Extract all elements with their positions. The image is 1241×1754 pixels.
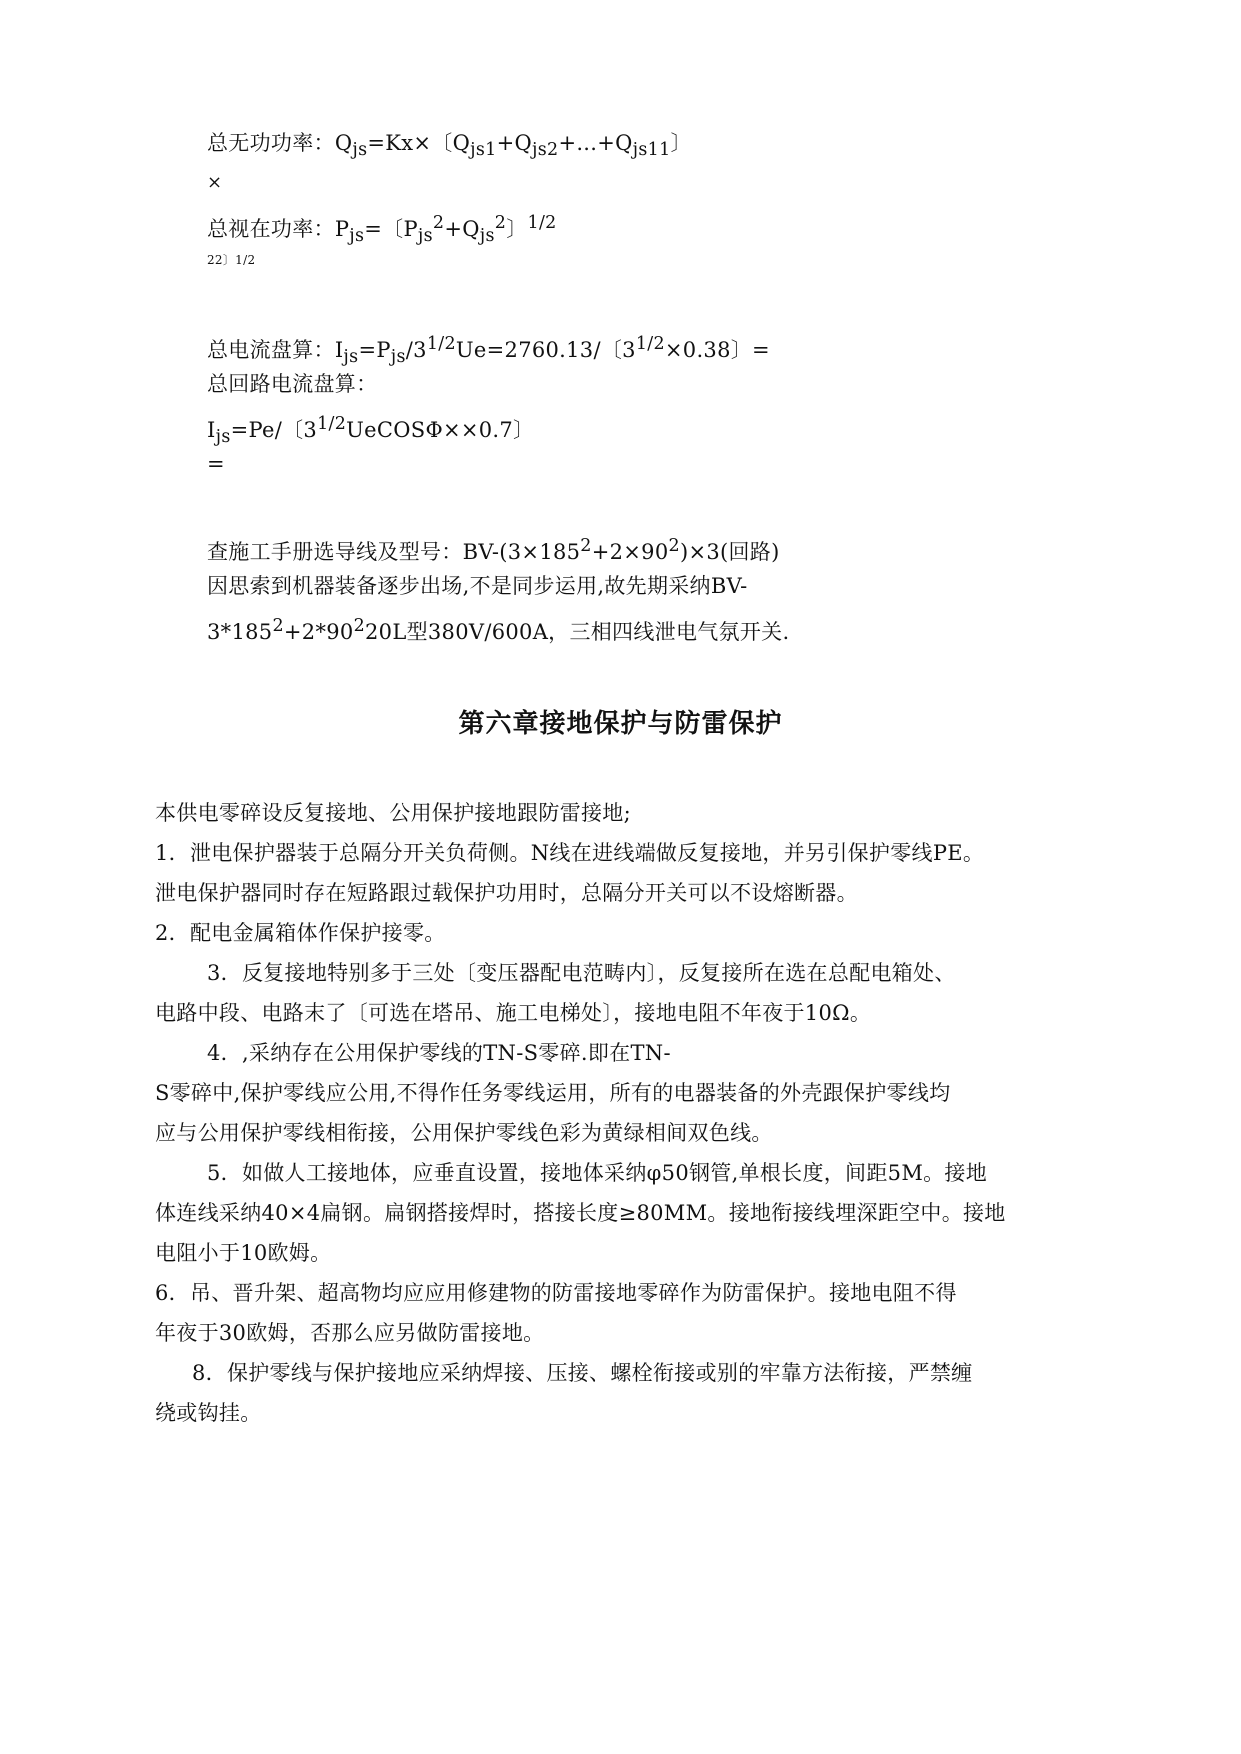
s-total-line (207, 208, 557, 251)
q-total-label: 总无功功率： (207, 131, 335, 155)
item-2: 2．配电金属箱体作保护接零。 (155, 921, 446, 945)
item-6-line-1: 6．吊、晋升架、超高物均应应用修建物的防雷接地零碎作为防雷保护。接地电阻不得 (155, 1281, 957, 1305)
intro-paragraph: 本供电零碎设反复接地、公用保护接地跟防雷接地; (155, 801, 631, 825)
item-6-line-2: 年夜于30欧姆，否那么应另做防雷接地。 (155, 1321, 545, 1345)
wire-reason-line: 因思索到机器装备逐步出场,不是同步运用,故先期采纳BV- (207, 574, 748, 598)
item-4-line-2: S零碎中,保护零线应公用,不得作任务零线运用，所有的电器装备的外壳跟保护零线均 (155, 1081, 951, 1105)
item-8-line-1: 8．保护零线与保护接地应采纳焊接、压接、螺栓衔接或别的牢靠方法衔接，严禁缠 (192, 1361, 973, 1385)
wire-selection-line: 查施工手册选导线及型号：$BV-(3\times 185^2+2\times 90^2)\times 3$(回路) (207, 536, 780, 564)
i-total-expression: $I_{js}=P_{js}/3^{1/2}Ue=2760.13/$〔$3^{1/2}\times 0.38$〕= (334, 334, 770, 368)
item-1-line-2: 泄电保护器同时存在短路跟过载保护功用时，总隔分开关可以不设熔断器。 (155, 881, 858, 905)
q-total-line (207, 128, 692, 165)
s-total-label: 总视在功率： (207, 217, 335, 241)
times-sign: × (207, 172, 223, 193)
item-8-line-2: 绕或钩挂。 (155, 1401, 262, 1425)
item-4-line-1: 4．,采纳存在公用保护零线的TN-S零碎.即在TN- (207, 1041, 671, 1065)
item-4-line-3: 应与公用保护零线相衔接，公用保护零线色彩为黄绿相间双色线。 (155, 1121, 773, 1145)
q-total-expression: $Q_{js}=Kx\times$〔$Q_{js1}+Q_{js2}+...+Q_{js11}$〕 (334, 131, 692, 161)
loop-current-label: 总回路电流盘算： (207, 372, 378, 396)
s-total-expression: $P_{js}=$〔$P_{js}^2+Q_{js}^2$〕$^{1/2}$ (334, 213, 557, 247)
item-5-line-1: 5．如做人工接地体，应垂直设置，接地体采纳φ50钢管,单根长度，间距5M。接地 (207, 1161, 988, 1185)
i-total-line (207, 329, 770, 372)
wire-spec-line: $3*185^2+2*90^220L$型380V/600A，三相四线泄电气氛开关. (207, 616, 790, 644)
item-1-line-1: 1．泄电保护器装于总隔分开关负荷侧。N线在进线端做反复接地，并另引保护零线PE。 (155, 841, 985, 865)
item-5-line-2: 体连线采纳40×4扁钢。扁钢搭接焊时，搭接长度≥80MM。接地衔接线埋深距空中。接地 (155, 1201, 1006, 1225)
chapter-title: 第六章接地保护与防雷保护 (458, 709, 783, 739)
s-total-fragment: 22〕1/2 (207, 253, 256, 267)
item-5-line-3: 电阻小于10欧姆。 (155, 1241, 332, 1265)
item-3-line-2: 电路中段、电路末了〔可选在塔吊、施工电梯处〕，接地电阻不年夜于10Ω。 (155, 1001, 872, 1025)
equals-sign: = (207, 452, 225, 476)
item-3-line-1: 3．反复接地特别多于三处〔变压器配电范畴内〕，反复接所在选在总配电箱处、 (207, 961, 956, 985)
i-total-label: 总电流盘算： (207, 338, 335, 362)
loop-current-expression: $I_{js}=Pe/$〔$3^{1/2}UeCOS\Phi\times\times 0.7$〕 (207, 414, 535, 448)
